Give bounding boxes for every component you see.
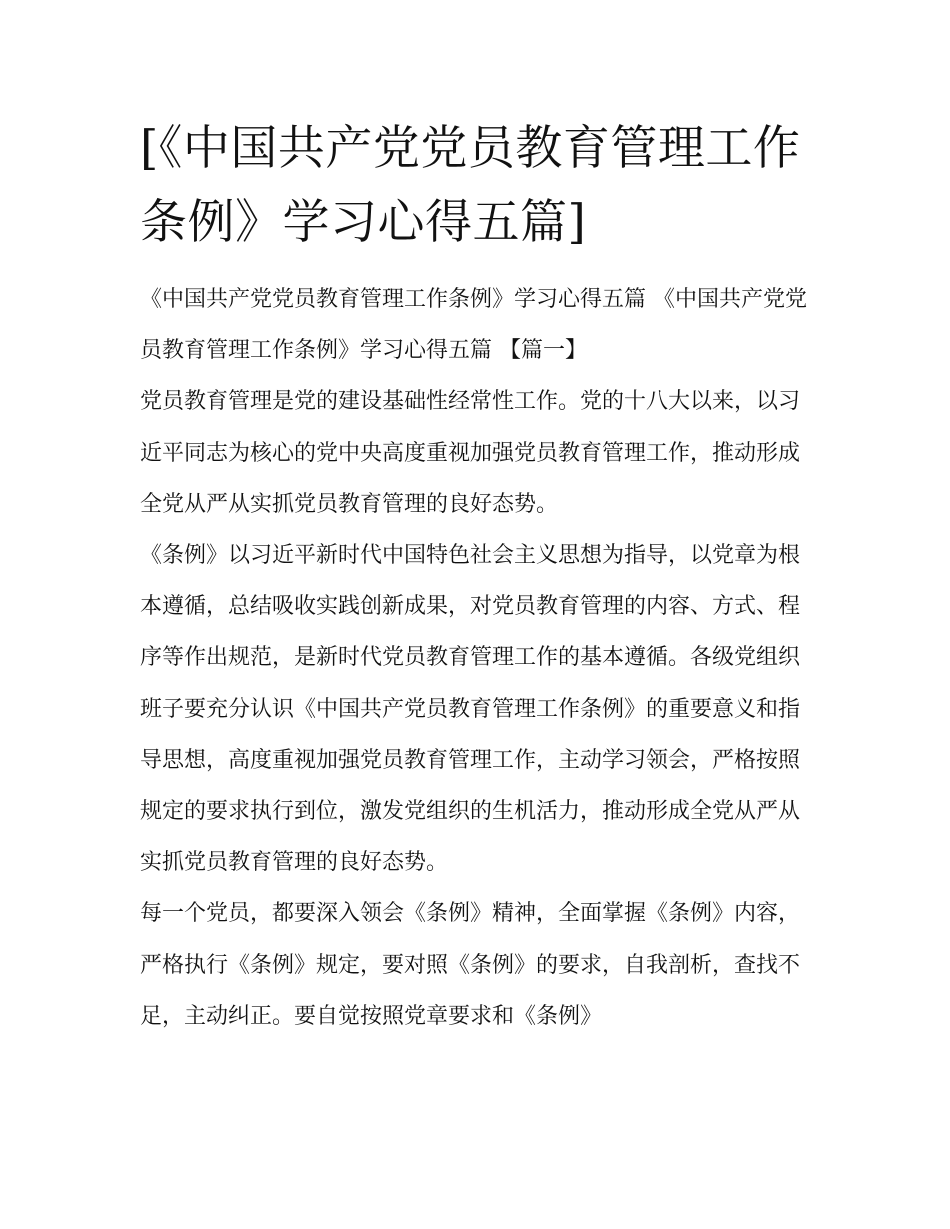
document-title: [《中国共产党党员教育管理工作条例》学习心得五篇] bbox=[140, 121, 801, 250]
paragraph-2: 《条例》以习近平新时代中国特色社会主义思想为指导，以党章为根本遵循，总结吸收实践创新成果，对党员教育管理的内容、方式、程序等作出规范，是新时代党员教育管理工作的基本遵循。各级党组织班子要充分认识《中国共产党员教育管理工作条例》的重要意义和指导思想，高度重视加强党员教育管理工作，主动学习领会，严格按照规定的要求执行到位，激发党组织的生机活力，推动形成全党从严从实抓党员教育管理的良好态势。 bbox=[140, 543, 801, 876]
document-body bbox=[140, 274, 815, 1042]
paragraph-1: 党员教育管理是党的建设基础性经常性工作。党的十八大以来，以习近平同志为核心的党中央高度重视加强党员教育管理工作，推动形成全党从严从实抓党员教育管理的良好态势。 bbox=[140, 389, 801, 517]
paragraph-intro: 《中国共产党党员教育管理工作条例》学习心得五篇 《中国共产党党员教育管理工作条例》学习心得五篇 【篇一】 bbox=[140, 287, 807, 364]
paragraph-3: 每一个党员，都要深入领会《条例》精神，全面掌握《条例》内容，严格执行《条例》规定，要对照《条例》的要求，自我剖析，查找不足，主动纠正。要自觉按照党章要求和《条例》 bbox=[140, 901, 801, 1029]
